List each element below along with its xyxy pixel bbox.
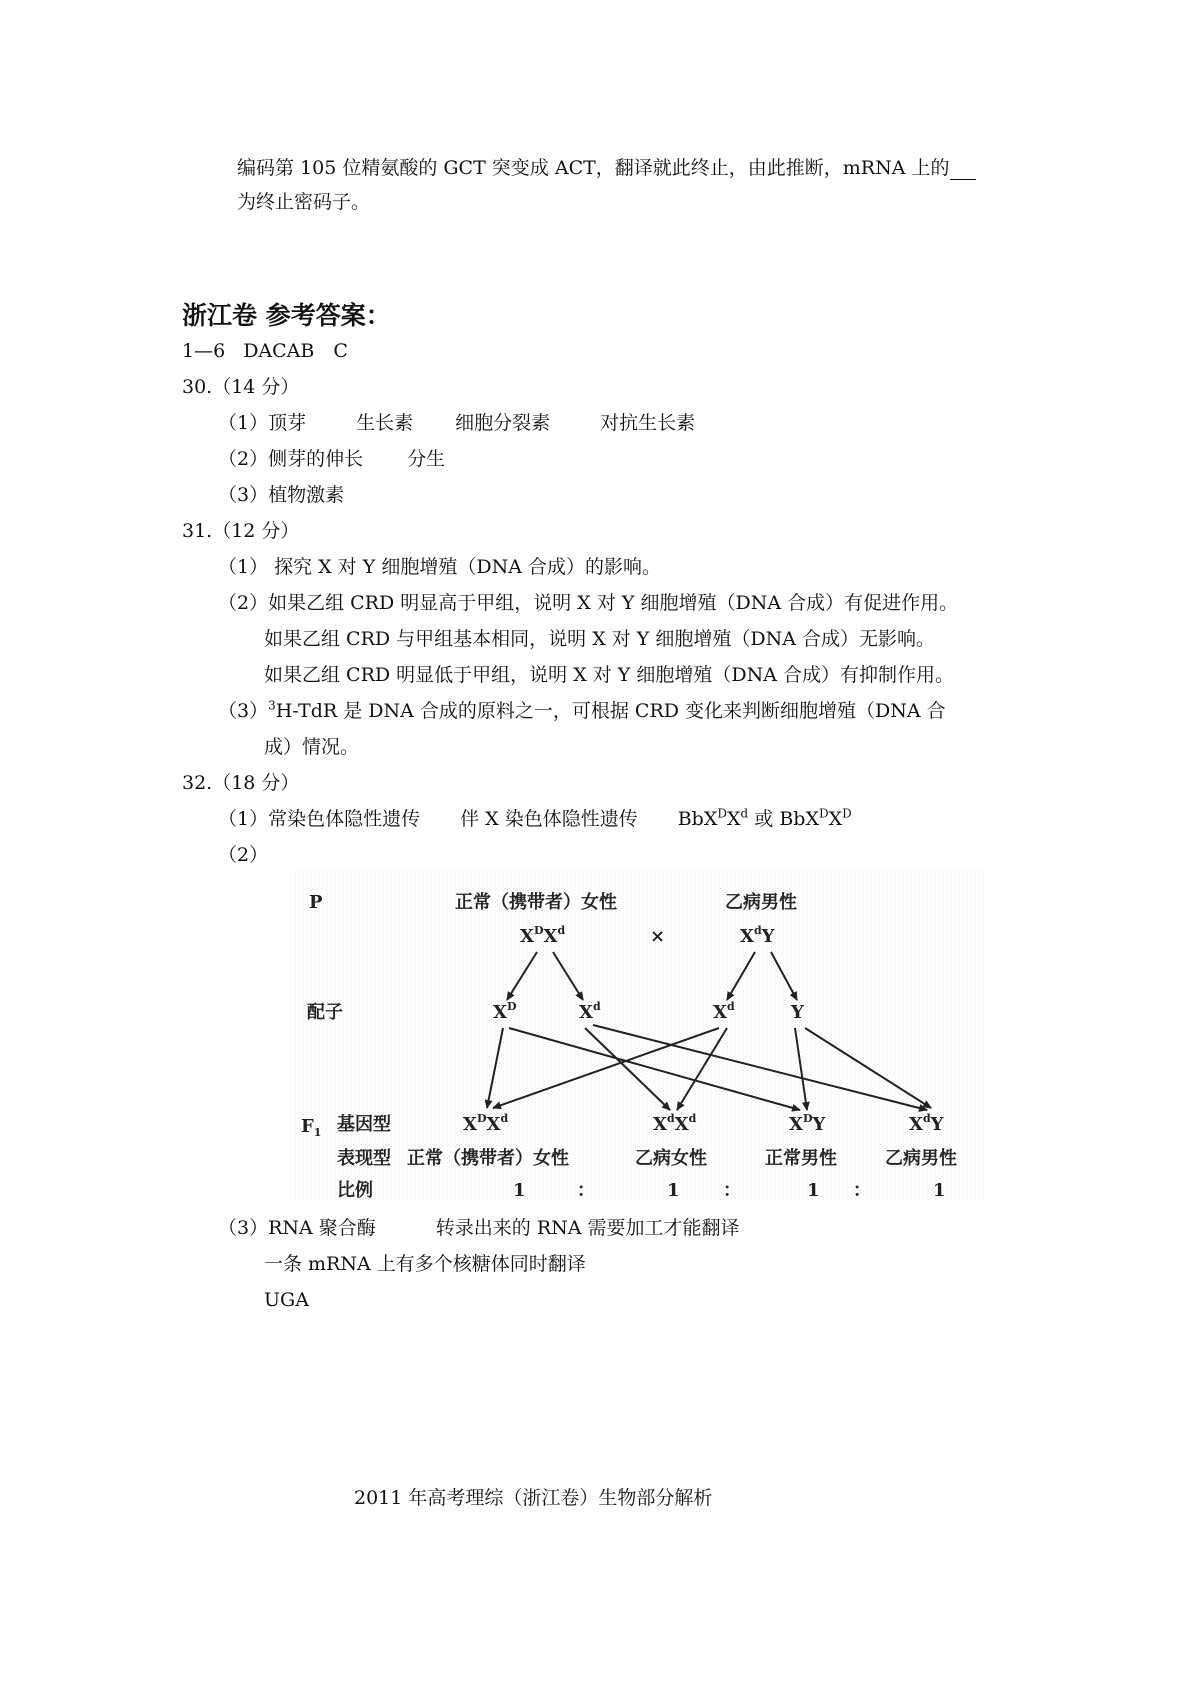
answers-heading: 浙江卷 参考答案： xyxy=(182,301,391,330)
gamete-row-label: 配子 xyxy=(307,1002,343,1023)
q32-part-3: （3）RNA 聚合酶 转录出来的 RNA 需要加工才能翻译 xyxy=(218,1217,740,1239)
offspring-1-ratio: 1 xyxy=(513,1180,526,1200)
f1-label: $F_1$ xyxy=(301,1116,322,1139)
q31-part-3a: $(3)^3H$-TdR 是 DNA 合成的原料之一，可根据 CRD 变化来判断细胞增殖（DNA 合 xyxy=(218,698,946,722)
parent-female-genotype: $X^DX^d$ xyxy=(520,924,566,947)
intro-line-2: 为终止密码子。 xyxy=(237,191,371,213)
ratio-row-label: 比例 xyxy=(337,1180,373,1200)
offspring-2-genotype: $X^dX^d$ xyxy=(653,1112,697,1135)
gamete-3: $X^d$ xyxy=(713,1000,735,1023)
genotype-row-label: 基因型 xyxy=(337,1114,391,1135)
q32-label: 32.（18 分） xyxy=(182,772,300,794)
mc-answers: 1—6 DACAB C xyxy=(182,340,348,362)
parent-male-label: 乙病男性 xyxy=(725,892,797,913)
gamete-1: $X^D$ xyxy=(493,1000,517,1023)
q30-part-1: （1）顶芽 生长素 细胞分裂素 对抗生长素 xyxy=(218,412,696,434)
answer-blank xyxy=(950,161,976,180)
intro-line-1: 编码第 105 位精氨酸的 GCT 突变成 ACT，翻译就此终止，由此推断，mRNA 上的 xyxy=(237,156,976,180)
q30-part-3: （3）植物激素 xyxy=(218,484,345,506)
gamete-2: $X^d$ xyxy=(579,1000,601,1023)
ratio-colon-3: ： xyxy=(853,1180,871,1200)
ratio-colon-1: ： xyxy=(577,1180,595,1200)
parent-female-label: 正常（携带者）女性 xyxy=(455,892,617,913)
offspring-1-phenotype: 正常（携带者）女性 xyxy=(407,1148,569,1169)
q32-part-2-label: （2） xyxy=(218,844,269,866)
cross-symbol: × xyxy=(650,926,666,947)
q31-part-1: （1） 探究 X 对 Y 细胞增殖（DNA 合成）的影响。 xyxy=(218,556,661,578)
offspring-2-ratio: 1 xyxy=(667,1180,680,1200)
q30-part-2: （2）侧芽的伸长 分生 xyxy=(218,448,446,470)
q31-part-2c: 如果乙组 CRD 明显低于甲组，说明 X 对 Y 细胞增殖（DNA 合成）有抑制作用。 xyxy=(264,664,955,686)
q31-part-3b: 成）情况。 xyxy=(264,736,360,758)
offspring-4-ratio: 1 xyxy=(933,1180,946,1200)
parent-male-genotype: $X^dY$ xyxy=(740,924,775,947)
genetic-cross-diagram xyxy=(295,870,985,1200)
footer-title: 2011 年高考理综（浙江卷）生物部分解析 xyxy=(354,1487,713,1509)
q31-label: 31.（12 分） xyxy=(182,520,300,542)
offspring-3-phenotype: 正常男性 xyxy=(765,1148,837,1169)
q30-label: 30.（14 分） xyxy=(182,376,300,398)
q32-part-1: （1）常染色体隐性遗传 伴 X 染色体隐性遗传 $BbX^DX^d$ 或 $BbX^DX^D$ xyxy=(218,806,852,830)
offspring-2-phenotype: 乙病女性 xyxy=(635,1148,707,1169)
q32-part-3c: 一条 mRNA 上有多个核糖体同时翻译 xyxy=(264,1253,586,1275)
q31-part-2a: （2）如果乙组 CRD 明显高于甲组，说明 X 对 Y 细胞增殖（DNA 合成）有促进作用。 xyxy=(218,592,959,614)
ratio-colon-2: ： xyxy=(723,1180,741,1200)
phenotype-row-label: 表现型 xyxy=(337,1148,391,1169)
offspring-4-genotype: $X^dY$ xyxy=(909,1112,944,1135)
p-generation-label: P xyxy=(309,892,323,913)
offspring-3-genotype: $X^DY$ xyxy=(789,1112,826,1135)
gamete-4: Y xyxy=(791,1002,804,1023)
q32-part-3d: UGA xyxy=(264,1289,309,1311)
offspring-1-genotype: $X^DX^d$ xyxy=(463,1112,509,1135)
q31-part-2b: 如果乙组 CRD 与甲组基本相同，说明 X 对 Y 细胞增殖（DNA 合成）无影响。 xyxy=(264,628,936,650)
offspring-3-ratio: 1 xyxy=(807,1180,820,1200)
offspring-4-phenotype: 乙病男性 xyxy=(885,1148,957,1169)
